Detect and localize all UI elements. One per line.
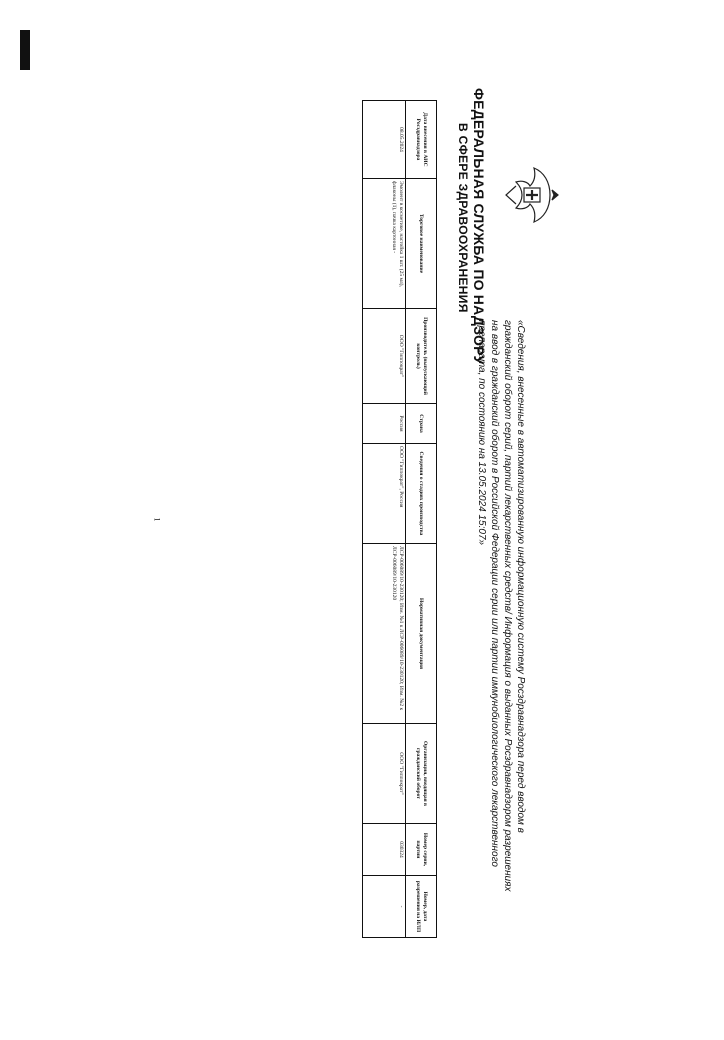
cell-permit: -: [363, 876, 406, 938]
column-header-date: Дата внесения в АИС Росздравнадзора: [406, 101, 437, 179]
column-header-production-stages: Сведения о стадиях производства: [406, 444, 437, 544]
document-note-line-4: препарата, по состоянию на 13.05.2024 15:07»: [476, 320, 487, 546]
column-header-country: Страна: [406, 404, 437, 444]
page-number: 1: [152, 517, 162, 522]
cell-organization: ООО "Гиппократ": [363, 724, 406, 824]
cell-series-number: 030324: [363, 824, 406, 876]
agency-name-line-1: ФЕДЕРАЛЬНАЯ СЛУЖБА ПО НАДЗОРУ: [471, 88, 487, 365]
cell-manufacturer: ООО "Гиппократ": [363, 309, 406, 404]
cell-date: 08.05.2024: [363, 101, 406, 179]
document-note-line-3: на ввод в гражданский оборот в Российской Федерации серии или партии иммунобиологического лекарственного: [489, 320, 500, 867]
cell-trade-name: Эмолент в косметике, настойка 1 шт. (25 мл), флаконы (1), пачка картонная -: [363, 179, 406, 309]
coat-of-arms-emblem: [498, 160, 568, 230]
registry-table: [362, 100, 437, 938]
column-header-manufacturer: Производитель (выпускающий контроль): [406, 309, 437, 404]
scan-edge-mark: [20, 30, 30, 70]
cell-regulatory-docs: ЛСР-006089/10-230120; Изм. №1 к ЛСР-006089/10-230120; Изм. №2 к ЛСР-006089/10-230120: [363, 544, 406, 724]
column-header-regulatory-docs: Нормативная документация: [406, 544, 437, 724]
document-note-line-1: «Сведения, внесенные в автоматизированную информационную систему Росздравнадзора перед вводом в: [515, 320, 526, 833]
column-header-permit: Номер, дата разрешения на ИЛП: [406, 876, 437, 938]
agency-name-line-2: В СФЕРЕ ЗДРАВООХРАНЕНИЯ: [456, 123, 470, 313]
registry-table-container: [365, 100, 437, 937]
column-header-trade-name: Торговое наименование: [406, 179, 437, 309]
column-header-series-number: Номер серии, партии: [406, 824, 437, 876]
document-note-line-2: гражданский оборот серий, партий лекарственных средств/ Информация о выданных Росздравнадзором разрешениях: [502, 320, 513, 892]
cell-production-stages: ООО "Гиппократ", Россия: [363, 444, 406, 544]
column-header-organization: Организация, вводящая в гражданский оборот: [406, 724, 437, 824]
table-header-row: [406, 101, 437, 938]
table-row: [363, 101, 406, 938]
cell-country: Россия: [363, 404, 406, 444]
